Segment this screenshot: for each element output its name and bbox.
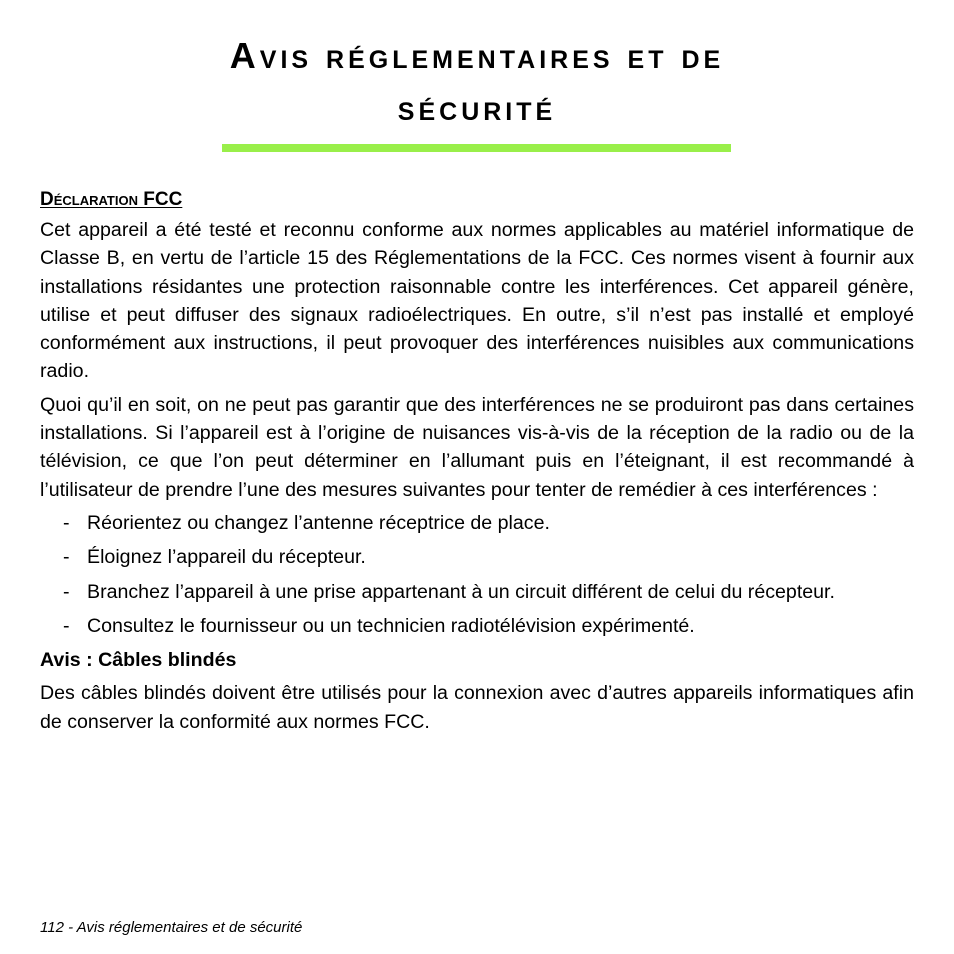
document-body [40, 186, 914, 741]
section-heading-fcc: Déclaration FCC [40, 189, 183, 210]
bullet-dash: - [63, 580, 70, 603]
list-item-text: Réorientez ou changez l’antenne réceptrice de place. [87, 511, 550, 534]
bullet-dash: - [63, 511, 70, 534]
list-item [40, 578, 914, 606]
bullet-dash: - [63, 546, 70, 569]
paragraph-compliance: Cet appareil a été testé et reconnu conforme aux normes applicables au matériel informatique de Classe B, en vertu de l’article 15 des Réglementations de la FCC. Ces normes visent à fournir aux installations résidantes une protection raisonnable contre les interférences. Cet appareil génère, utilise et peut diffuser des signaux radioélectriques. En outre, s’il n’est pas installé et employé conformément aux instructions, il peut provoquer des interférences nuisibles aux communications radio. [40, 219, 914, 383]
page-title-line-1: Avis réglementaires et de [229, 35, 725, 76]
page-title-line-2: sécurité [397, 87, 557, 128]
page-footer: 112 - Avis réglementaires et de sécurité [40, 919, 303, 936]
paragraph-interference: Quoi qu’il en soit, on ne peut pas garantir que des interférences ne se produiront pas dans certaines installations. Si l’appareil est à l’origine de nuisances vis-à-vis de la réception de la radio ou de la télévision, ce que l’on peut déterminer en l’allumant puis en l’éteignant, il est recommandé à l’utilisateur de prendre l’une des mesures suivantes pour tenter de remédier à ces interférences : [40, 393, 914, 501]
sub-heading-shielded-cables: Avis : Câbles blindés [40, 649, 237, 672]
list-item-text: Consultez le fournisseur ou un technicien radiotélévision expérimenté. [87, 614, 695, 637]
list-item-text: Éloignez l’appareil du récepteur. [87, 546, 366, 569]
list-item [40, 509, 914, 537]
page-title [40, 30, 914, 134]
remedy-list [40, 509, 914, 640]
list-item [40, 543, 914, 571]
list-item-text: Branchez l’appareil à une prise appartenant à un circuit différent de celui du récepteur. [87, 580, 835, 603]
paragraph-shielded-cables: Des câbles blindés doivent être utilisés pour la connexion avec d’autres appareils informatiques afin de conserver la conformité aux normes FCC. [40, 682, 914, 733]
title-underline-rule [222, 144, 731, 152]
bullet-dash: - [63, 614, 70, 637]
list-item [40, 612, 914, 640]
